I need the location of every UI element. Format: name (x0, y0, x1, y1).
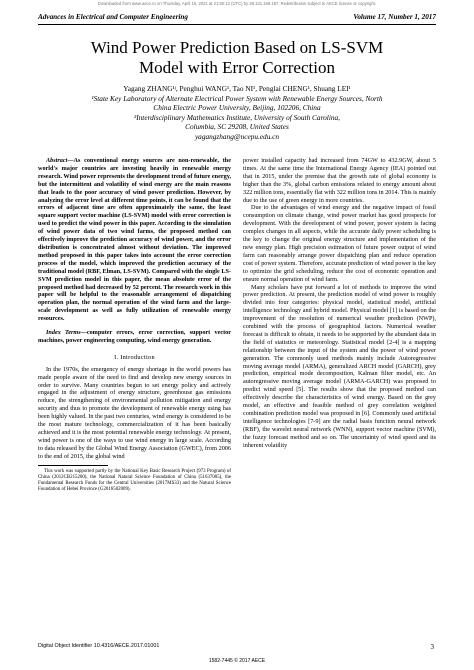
right-paragraph-3: Many scholars have put forward a lot of methods to improve the wind power prediction. At present, the prediction model of wind power is roughly divided into four categories: physical model, statistical model, artificial intelligence technology and hybrid model. Physical model [1] is based on the improvement of the resolution of numerical weather prediction (NWP), combined with the process of geographical factors. Numerical weather forecast is difficult to obtain, it needs to be supported by the abundant data in the field of statistics or meteorology. Statistical model [2-4] is a mapping relationship between the input of the system and the power of wind power generation. The commonly used methods mainly include Autoregressive moving average model (ARMA), generalized ARCH model (GARCH), grey prediction, empirical mode decomposition, Kalman filter model, etc. An autoregressive moving average model (ARMA-GARCH) was proposed to predict wind speed [5]. The results show that the proposed method can effectively describe the characteristics of wind energy. Based on the grey model, an effective and feasible method of grey correlation weighted combination prediction model was proposed in [6]. Commonly used artificial intelligence technologies [7-9] are the radial basis function neural network (RBF), the wavelet neural network (WNN), support vector machine (SVM), the fuzzy forecast method and so on. The uncertainty of wind speed and its inherent volatility (243, 283, 436, 449)
section-heading-introduction: I. Introduction (114, 353, 155, 361)
footnote-rule (38, 465, 108, 466)
index-terms-text: —computer errors, error correction, support vector machines, power engineering computing, wind energy generation. (38, 329, 231, 344)
issn-copyright: 1582-7445 © 2017 AECE (208, 658, 266, 664)
affiliation-1a: ¹State Key Laboratory of Alternate Electrical Power System with Renewable Energy Sources, North (91, 93, 383, 103)
index-terms (38, 329, 231, 345)
download-watermark: Downloaded from www.aece.ro on Thursday, April 15, 2021 at 21:50:12 (UTC) by 38.131.159.187. Redistribution subject to AECE license or copyright. (97, 1, 377, 6)
affiliation-2a: ²Interdisciplinary Mathematics Institute, University of South Carolina, (134, 112, 340, 122)
paper-title (30, 38, 444, 78)
journal-volume: Volume 17, Number 1, 2017 (353, 13, 436, 21)
affiliation-2b: Columbia, SC 29208, United States (185, 122, 289, 131)
author-block (30, 84, 444, 141)
abstract (38, 157, 231, 323)
journal-name: Advances in Electrical and Computer Engineering (38, 13, 188, 21)
header-rule (38, 24, 436, 25)
page-number: 3 (430, 643, 434, 651)
abstract-label: Abstract (46, 157, 68, 164)
title-line-2: Model with Error Correction (139, 58, 335, 77)
right-paragraph-2: Due to the advantages of wind energy and the negative impact of fossil consumption on climate change, wind power market has good prospects for development. With the development of wind power, power system is facing complex changes in all aspects, while the accurate daily power scheduling is the key to change the original energy structure and implementation of the new energy plan. High precision estimation of future power output of wind farm can reasonably arrange power dispatching plan and reduce operation cost of power system. Therefore, accurate prediction of wind power is the key to optimize the grid scheduling, reduce the cost of economic operation and ensure normal operation of wind farm. (243, 204, 437, 283)
intro-paragraph: In the 1970s, the emergency of energy shortage in the world powers has made people aware of the need to find and develop new energy sources in order to survive. Many countries begun to set energy policy and actively engaged in the adjustment of energy structure, greenhouse gas emissions reduce, the strengthening of environmental pollution mitigation and energy security and thus to promote the development of renewable energy using has been highly valued. In the past two centuries, wind energy is considered to be the most mature technology, commercialization of it has been basically achieved and it is the most potential renewable energy technology. At present, wind power is one of the ways to use wind energy in large scale. According to data released by the Global Wind Energy Association (GWEC), from 2006 to the end of 2015, the global wind (38, 365, 231, 460)
title-line-1: Wind Power Prediction Based on LS-SVM (90, 38, 384, 57)
right-paragraph-1: power installed capacity had increased from 74GW to 432.9GW, about 5 times. At the same time the International Energy Agency (IEA) pointed out that in 2015, under the premise that the growth rate of global economy is higher than the 3%, global carbon emissions related to energy amount about 322 million tons, essentially flat with 322 million tons in 2014. This is mainly due to the use of green energy in more countries. (243, 157, 436, 204)
doi-text[interactable]: Digital Object Identifier 10.4316/AECE.2017.01001 (38, 643, 160, 649)
left-column (38, 157, 231, 493)
author-email[interactable]: yagangzhang@ncepu.edu.cn (194, 131, 280, 141)
author-names: Yagang ZHANG¹ʲ, Penghui WANG¹, Tao NI¹, Penglai CHENG¹, Shuang LEI¹ (123, 84, 351, 93)
index-terms-label: Index Terms (46, 329, 81, 337)
journal-header (38, 13, 436, 21)
right-column (243, 157, 436, 450)
affiliation-1b: China Electric Power University, Beijing, 102206, China (153, 103, 321, 112)
funding-footnote: This work was supported partly by the National Key Basic Research Project (973 Program) of China (2012CB215200), the National Natural Science Foundation of China (51637005), the Fundamental Research Funds for the Central Universities (2017MS33) and the Natural Science Foundation of Hebei Province (G2016502009). (38, 468, 231, 492)
abstract-text: —As conventional energy sources are non-renewable, the world's major countries are investing heavily in renewable energy research. Wind power represents the development trend of future energy, but the intermittent and volatility of wind energy are the main reasons that leads to the poor accuracy of wind power prediction. However, by analyzing the error level at different time points, it can be found that the errors of adjacent time are often approximately the same, the least square support vector machine (LS-SVM) model with error correction is used to predict the wind power in this paper. According to the simulation of wind power data of two wind farms, the proposed method can effectively improve the prediction accuracy of wind power, and the error distribution is concentrated almost without deviation. The improved method proposed in this paper takes into account the error correction process of the model, which improved the prediction accuracy of the traditional model (RBF, Elman, LS-SVM). Compared with the single LS-SVM prediction model in this paper, the mean absolute error of the proposed method had decreased by 52 percent. The research work in this paper will be helpful to the reasonable arrangement of dispatching operation plan, the normal operation of the wind farm and the large-scale development as well as fully utilization of renewable energy resources. (38, 157, 232, 323)
